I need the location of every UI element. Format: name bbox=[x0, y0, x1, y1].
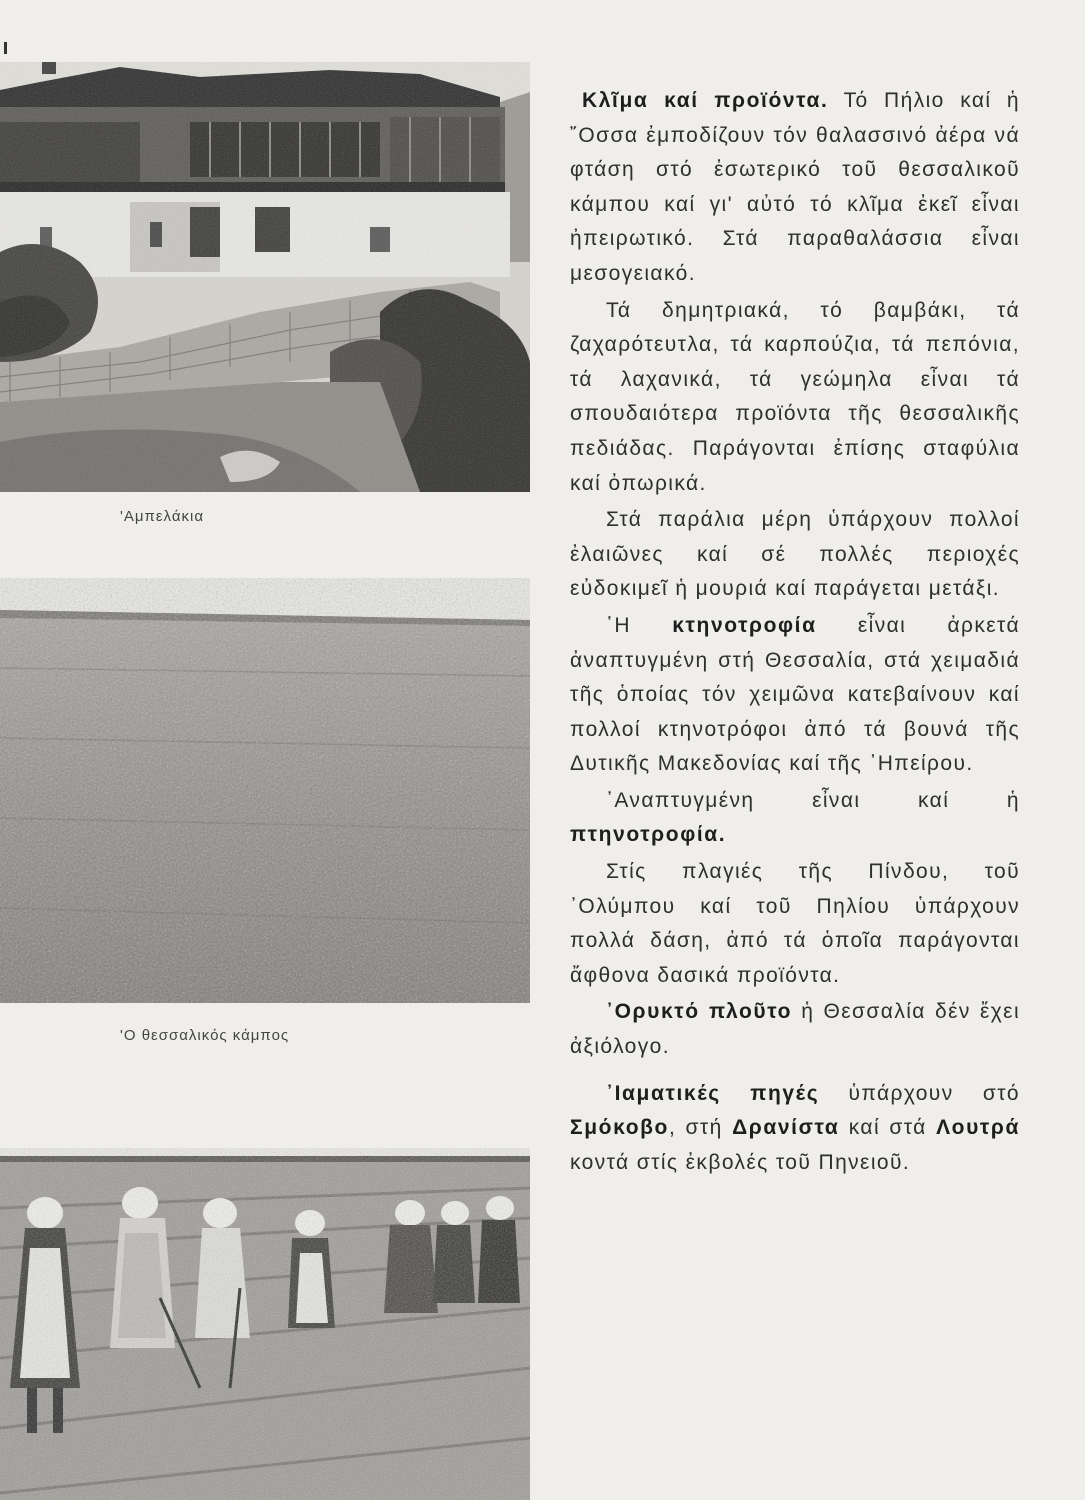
term-livestock: κτηνοτροφία bbox=[672, 613, 817, 637]
term-poultry: πτηνοτροφία. bbox=[570, 823, 727, 847]
heading-climate-products: Κλῖμα καί προϊόντα. bbox=[582, 89, 829, 112]
paragraph-minerals: ᾿Ορυκτό πλοῦτο ἡ Θεσσαλία δέν ἔχει ἀξιόλογο. bbox=[570, 1000, 1021, 1059]
term-springs: ᾿Ιαματικές πηγές bbox=[606, 1081, 820, 1105]
paragraph-springs: ᾿Ιαματικές πηγές ὑπάρχουν στό Σμόκοβο, στή Δρανίστα καί στά Λουτρά κοντά στίς ἐκβολές τοῦ Πηνειοῦ. bbox=[570, 1081, 1020, 1174]
paragraph-livestock: ῾Η κτηνοτροφία εἶναι ἀρκετά ἀναπτυγμένη στή Θεσσαλία, στά χειμαδιά τῆς ὁποίας τόν χειμῶνα κατεβαίνουν καί πολλοί κτηνοτρόφοι ἀπό τά βουνά τῆς Δυτικῆς Μακεδονίας καί τῆς ᾿Ηπείρου. bbox=[570, 613, 1020, 776]
caption-ampelakia: 'Αμπελάκια bbox=[120, 508, 204, 525]
place-loutra: Λουτρά bbox=[936, 1116, 1020, 1140]
caption-thessalian-plain: 'Ο θεσσαλικός κάμπος bbox=[120, 1027, 290, 1044]
paragraph-coast: Στά παράλια μέρη ὑπάρχουν πολλοί ἐλαιῶνες καί σέ πολλές περιοχές εὐδοκιμεῖ ἡ μουριά καί παράγεται μετάξι. bbox=[570, 508, 1020, 601]
photo-field-workers bbox=[0, 1148, 530, 1500]
house-illustration bbox=[0, 62, 530, 492]
page-edge-mark bbox=[4, 42, 7, 54]
plain-illustration bbox=[0, 578, 530, 1003]
paragraph-products: Τά δημητριακά, τό βαμβάκι, τά ζαχαρότευτλα, τά καρπούζια, τά πεπόνια, τά λαχανικά, τά γεώμηλα εἶναι τά σπουδαιότερα προϊόντα τῆς θεσσαλικῆς πεδιάδας. Παράγονται ἐπίσης σταφύλια καί ὀπωρικά. bbox=[570, 298, 1020, 495]
term-minerals: ᾿Ορυκτό πλοῦτο bbox=[606, 1000, 793, 1024]
photo-ampelakia bbox=[0, 62, 530, 492]
place-smokovo: Σμόκοβο bbox=[570, 1116, 669, 1140]
place-dranista: Δρανίστα bbox=[732, 1116, 840, 1140]
body-text-column bbox=[570, 84, 1020, 1182]
paragraph-forests: Στίς πλαγιές τῆς Πίνδου, τοῦ ᾿Ολύμπου καί τοῦ Πηλίου ὑπάρχουν πολλά δάση, ἀπό τά ὁποῖα παράγονται ἄφθονα δασικά προϊόντα. bbox=[570, 860, 1020, 987]
photo-thessalian-plain bbox=[0, 578, 530, 1003]
paragraph-climate: Κλῖμα καί προϊόντα. Τό Πήλιο καί ἡ ῎Οσσα ἐμποδίζουν τόν θαλασσινό ἀέρα νά φτάση στό ἐσωτερικό τοῦ θεσσαλικοῦ κάμπου καί γι' αὐτό τό κλῖμα ἐκεῖ εἶναι ἠπειρωτικό. Στά παραθαλάσσια εἶναι μεσογειακό. bbox=[570, 89, 1020, 285]
paragraph-poultry: ᾿Αναπτυγμένη εἶναι καί ἡ πτηνοτροφία. bbox=[570, 788, 1020, 847]
workers-illustration bbox=[0, 1148, 530, 1500]
